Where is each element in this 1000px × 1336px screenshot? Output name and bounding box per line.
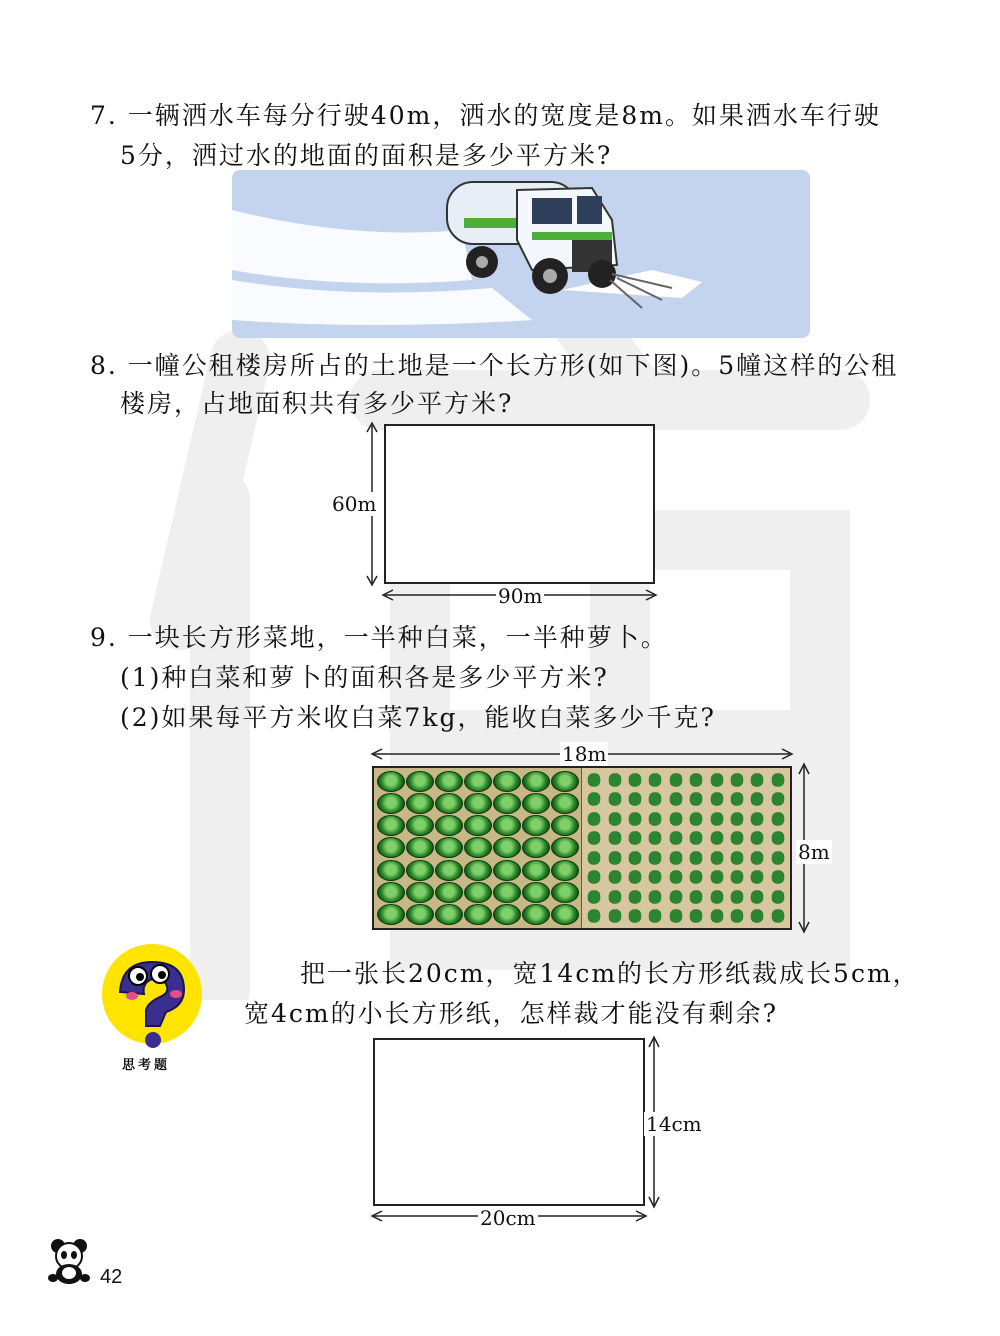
cabbage-icon: [493, 793, 521, 814]
cabbage-icon: [464, 860, 492, 881]
think-text-line2: 宽4cm的小长方形纸，怎样裁才能没有剩余?: [244, 999, 779, 1028]
radish-icon: [688, 812, 704, 826]
cabbage-icon: [551, 882, 579, 903]
cabbage-icon: [551, 860, 579, 881]
radish-icon: [770, 909, 786, 923]
cabbage-icon: [464, 771, 492, 792]
radish-icon: [607, 890, 623, 904]
radish-icon: [688, 773, 704, 787]
radish-icon: [607, 792, 623, 806]
radish-icon: [729, 909, 745, 923]
cabbage-icon: [406, 793, 434, 814]
street-sprinkler-illustration: [232, 170, 810, 338]
cabbage-icon: [522, 904, 550, 925]
radish-section: [582, 768, 790, 928]
cabbage-icon: [464, 815, 492, 836]
radish-icon: [607, 773, 623, 787]
cabbage-icon: [435, 904, 463, 925]
cabbage-icon: [406, 771, 434, 792]
radish-icon: [668, 851, 684, 865]
cabbage-icon: [551, 815, 579, 836]
panda-icon: [44, 1236, 94, 1286]
radish-icon: [770, 870, 786, 884]
cabbage-icon: [435, 771, 463, 792]
radish-icon: [749, 792, 765, 806]
radish-icon: [647, 890, 663, 904]
cabbage-icon: [551, 904, 579, 925]
vegetable-field-diagram: [372, 766, 792, 930]
radish-icon: [586, 870, 602, 884]
q8-text-line1: 8. 一幢公租楼房所占的土地是一个长方形(如下图)。5幢这样的公租: [90, 351, 899, 380]
radish-icon: [770, 812, 786, 826]
cabbage-icon: [377, 904, 405, 925]
cabbage-icon: [464, 837, 492, 858]
cabbage-icon: [522, 882, 550, 903]
cabbage-icon: [435, 837, 463, 858]
cabbage-icon: [464, 793, 492, 814]
cabbage-icon: [406, 815, 434, 836]
radish-icon: [647, 773, 663, 787]
paper-height-label: 14cm: [646, 1112, 702, 1136]
cabbage-icon: [522, 837, 550, 858]
radish-icon: [749, 851, 765, 865]
cabbage-icon: [377, 815, 405, 836]
cabbage-icon: [435, 882, 463, 903]
think-text-line1: 把一张长20cm，宽14cm的长方形纸裁成长5cm，: [300, 959, 920, 988]
radish-icon: [627, 851, 643, 865]
radish-icon: [668, 890, 684, 904]
cabbage-icon: [377, 837, 405, 858]
radish-icon: [627, 792, 643, 806]
radish-icon: [709, 909, 725, 923]
page-number: 42: [100, 1266, 123, 1288]
radish-icon: [627, 773, 643, 787]
radish-icon: [729, 851, 745, 865]
q7-text-line2: 5分，洒过水的地面的面积是多少平方米?: [120, 141, 613, 170]
radish-icon: [688, 890, 704, 904]
radish-icon: [627, 812, 643, 826]
cabbage-icon: [551, 771, 579, 792]
paper-rectangle-diagram: [362, 1032, 672, 1232]
radish-icon: [647, 831, 663, 845]
cabbage-section: [374, 768, 582, 928]
cabbage-icon: [406, 904, 434, 925]
q9-height-label: 8m: [798, 840, 830, 864]
cabbage-icon: [522, 815, 550, 836]
cabbage-icon: [435, 860, 463, 881]
radish-icon: [647, 909, 663, 923]
radish-icon: [770, 851, 786, 865]
radish-icon: [586, 851, 602, 865]
cabbage-icon: [493, 882, 521, 903]
radish-icon: [607, 870, 623, 884]
q7-text-line1: 7. 一辆洒水车每分行驶40m，洒水的宽度是8m。如果洒水车行驶: [90, 101, 881, 130]
radish-icon: [607, 831, 623, 845]
q8-height-label: 60m: [332, 492, 377, 516]
cabbage-icon: [406, 860, 434, 881]
radish-icon: [688, 870, 704, 884]
radish-icon: [770, 831, 786, 845]
radish-icon: [668, 792, 684, 806]
radish-icon: [627, 870, 643, 884]
radish-icon: [586, 909, 602, 923]
radish-icon: [668, 812, 684, 826]
radish-icon: [668, 831, 684, 845]
radish-icon: [607, 812, 623, 826]
radish-icon: [627, 890, 643, 904]
q8-text-line2: 楼房，占地面积共有多少平方米?: [120, 389, 514, 418]
radish-icon: [607, 909, 623, 923]
radish-icon: [709, 773, 725, 787]
radish-icon: [688, 792, 704, 806]
radish-icon: [647, 812, 663, 826]
radish-icon: [729, 870, 745, 884]
radish-icon: [709, 812, 725, 826]
cabbage-icon: [493, 771, 521, 792]
cabbage-icon: [493, 837, 521, 858]
radish-icon: [668, 909, 684, 923]
cabbage-icon: [435, 793, 463, 814]
q9-text-line1: 9. 一块长方形菜地，一半种白菜，一半种萝卜。: [90, 623, 668, 652]
radish-icon: [749, 812, 765, 826]
q9-width-label: 18m: [562, 742, 607, 766]
radish-icon: [770, 792, 786, 806]
cabbage-icon: [551, 837, 579, 858]
radish-icon: [709, 890, 725, 904]
q9-subquestion-2: (2)如果每平方米收白菜7kg，能收白菜多少千克?: [120, 703, 716, 732]
radish-icon: [709, 870, 725, 884]
thinking-question-badge: [100, 944, 210, 1074]
cabbage-icon: [406, 882, 434, 903]
cabbage-icon: [377, 771, 405, 792]
radish-icon: [729, 831, 745, 845]
radish-icon: [586, 792, 602, 806]
radish-icon: [749, 870, 765, 884]
radish-icon: [688, 851, 704, 865]
cabbage-icon: [435, 815, 463, 836]
radish-icon: [688, 909, 704, 923]
cabbage-icon: [493, 904, 521, 925]
radish-icon: [729, 792, 745, 806]
cabbage-icon: [406, 837, 434, 858]
radish-icon: [709, 831, 725, 845]
radish-icon: [749, 909, 765, 923]
radish-icon: [729, 773, 745, 787]
cabbage-icon: [522, 771, 550, 792]
radish-icon: [586, 890, 602, 904]
radish-icon: [729, 812, 745, 826]
q8-rectangle-diagram: [355, 418, 675, 608]
question-mark-mascot-icon: [100, 944, 210, 1056]
radish-icon: [709, 792, 725, 806]
cabbage-icon: [493, 860, 521, 881]
radish-icon: [770, 773, 786, 787]
cabbage-icon: [522, 793, 550, 814]
cabbage-icon: [377, 882, 405, 903]
cabbage-icon: [464, 882, 492, 903]
radish-icon: [668, 870, 684, 884]
radish-icon: [729, 890, 745, 904]
radish-icon: [668, 773, 684, 787]
radish-icon: [749, 773, 765, 787]
radish-icon: [647, 792, 663, 806]
q9-subquestion-1: (1)种白菜和萝卜的面积各是多少平方米?: [120, 663, 609, 692]
cabbage-icon: [377, 793, 405, 814]
radish-icon: [627, 831, 643, 845]
thinking-question-label: 思考题: [122, 1058, 171, 1073]
cabbage-icon: [522, 860, 550, 881]
radish-icon: [647, 870, 663, 884]
radish-icon: [688, 831, 704, 845]
radish-icon: [709, 851, 725, 865]
radish-icon: [607, 851, 623, 865]
radish-icon: [749, 831, 765, 845]
radish-icon: [647, 851, 663, 865]
radish-icon: [770, 890, 786, 904]
radish-icon: [586, 831, 602, 845]
radish-icon: [586, 812, 602, 826]
cabbage-icon: [493, 815, 521, 836]
sprinkler-truck-icon: [232, 170, 810, 338]
radish-icon: [586, 773, 602, 787]
cabbage-icon: [464, 904, 492, 925]
radish-icon: [627, 909, 643, 923]
radish-icon: [749, 890, 765, 904]
cabbage-icon: [377, 860, 405, 881]
cabbage-icon: [551, 793, 579, 814]
q8-width-label: 90m: [498, 584, 543, 608]
paper-width-label: 20cm: [480, 1206, 536, 1230]
